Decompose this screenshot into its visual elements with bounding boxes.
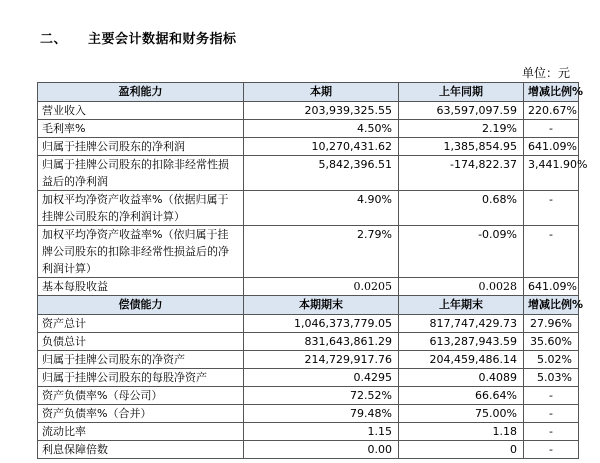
table-row <box>38 191 579 226</box>
table-row <box>38 226 579 278</box>
row-label: 归属于挂牌公司股东的扣除非经常性损益后的净利润 <box>38 156 244 191</box>
current-value: 0.0205 <box>244 278 399 296</box>
table-row <box>38 405 579 423</box>
change-value: - <box>524 441 579 459</box>
table-row <box>38 278 579 296</box>
current-value: 0.00 <box>244 441 399 459</box>
header-cell: 上年期末 <box>399 296 524 315</box>
row-label: 归属于挂牌公司股东的净资产 <box>38 351 244 369</box>
current-value: 79.48% <box>244 405 399 423</box>
section-heading <box>40 28 237 47</box>
row-label: 负债总计 <box>38 333 244 351</box>
row-label: 资产总计 <box>38 315 244 333</box>
change-value: - <box>524 191 579 226</box>
prior-value: 0.4089 <box>399 369 524 387</box>
prior-value: 1,385,854.95 <box>399 138 524 156</box>
row-label: 基本每股收益 <box>38 278 244 296</box>
current-value: 4.90% <box>244 191 399 226</box>
header-cell: 增减比例% <box>524 83 579 102</box>
row-label: 毛利率% <box>38 120 244 138</box>
prior-value: 817,747,429.73 <box>399 315 524 333</box>
row-label: 加权平均净资产收益率%（依据归属于挂牌公司股东的净利润计算） <box>38 191 244 226</box>
change-value: - <box>524 387 579 405</box>
table-row <box>38 351 579 369</box>
change-value: 35.60% <box>524 333 579 351</box>
change-value: 27.96% <box>524 315 579 333</box>
current-value: 2.79% <box>244 226 399 278</box>
row-label: 归属于挂牌公司股东的每股净资产 <box>38 369 244 387</box>
table-row <box>38 441 579 459</box>
prior-value: 75.00% <box>399 405 524 423</box>
change-value: 3,441.90% <box>524 156 579 191</box>
header-cell: 盈利能力 <box>38 83 244 102</box>
current-value: 831,643,861.29 <box>244 333 399 351</box>
unit-label: 单位：元 <box>521 66 570 80</box>
header-cell: 本期期末 <box>244 296 399 315</box>
current-value: 214,729,917.76 <box>244 351 399 369</box>
change-value: 641.09% <box>524 138 579 156</box>
prior-value: 0.68% <box>399 191 524 226</box>
current-value: 4.50% <box>244 120 399 138</box>
current-value: 1,046,373,779.05 <box>244 315 399 333</box>
prior-value: 0.0028 <box>399 278 524 296</box>
financial-indicators-table <box>37 82 588 459</box>
section-title: 主要会计数据和财务指标 <box>88 32 237 47</box>
table-row <box>38 315 579 333</box>
current-value: 0.4295 <box>244 369 399 387</box>
change-value: - <box>524 120 579 138</box>
header-cell: 上年同期 <box>399 83 524 102</box>
table-row <box>38 138 579 156</box>
header-cell: 偿债能力 <box>38 296 244 315</box>
prior-value: 66.64% <box>399 387 524 405</box>
row-label: 利息保障倍数 <box>38 441 244 459</box>
table-row <box>38 156 579 191</box>
change-value: 641.09% <box>524 278 579 296</box>
table-row <box>38 387 579 405</box>
prior-value: -0.09% <box>399 226 524 278</box>
change-value: 220.67% <box>524 102 579 120</box>
prior-value: -174,822.37 <box>399 156 524 191</box>
current-value: 203,939,325.55 <box>244 102 399 120</box>
current-value: 72.52% <box>244 387 399 405</box>
solvency-header-row <box>38 296 579 315</box>
row-label: 加权平均净资产收益率%（依归属于挂牌公司股东的扣除非经常性损益后的净利润计算） <box>38 226 244 278</box>
prior-value: 1.18 <box>399 423 524 441</box>
profitability-header-row <box>38 83 579 102</box>
change-value: - <box>524 423 579 441</box>
table-row <box>38 423 579 441</box>
current-value: 1.15 <box>244 423 399 441</box>
row-label: 资产负债率%（合并） <box>38 405 244 423</box>
row-label: 营业收入 <box>38 102 244 120</box>
table-row <box>38 369 579 387</box>
prior-value: 2.19% <box>399 120 524 138</box>
row-label: 归属于挂牌公司股东的净利润 <box>38 138 244 156</box>
header-cell: 本期 <box>244 83 399 102</box>
change-value: - <box>524 405 579 423</box>
section-number: 二、 <box>40 32 68 47</box>
table-row <box>38 102 579 120</box>
prior-value: 63,597,097.59 <box>399 102 524 120</box>
prior-value: 204,459,486.14 <box>399 351 524 369</box>
prior-value: 613,287,943.59 <box>399 333 524 351</box>
prior-value: 0 <box>399 441 524 459</box>
current-value: 5,842,396.51 <box>244 156 399 191</box>
row-label: 流动比率 <box>38 423 244 441</box>
table-row <box>38 120 579 138</box>
row-label: 资产负债率%（母公司） <box>38 387 244 405</box>
header-cell: 增减比例% <box>524 296 579 315</box>
table-row <box>38 333 579 351</box>
current-value: 10,270,431.62 <box>244 138 399 156</box>
change-value: - <box>524 226 579 278</box>
change-value: 5.02% <box>524 351 579 369</box>
change-value: 5.03% <box>524 369 579 387</box>
